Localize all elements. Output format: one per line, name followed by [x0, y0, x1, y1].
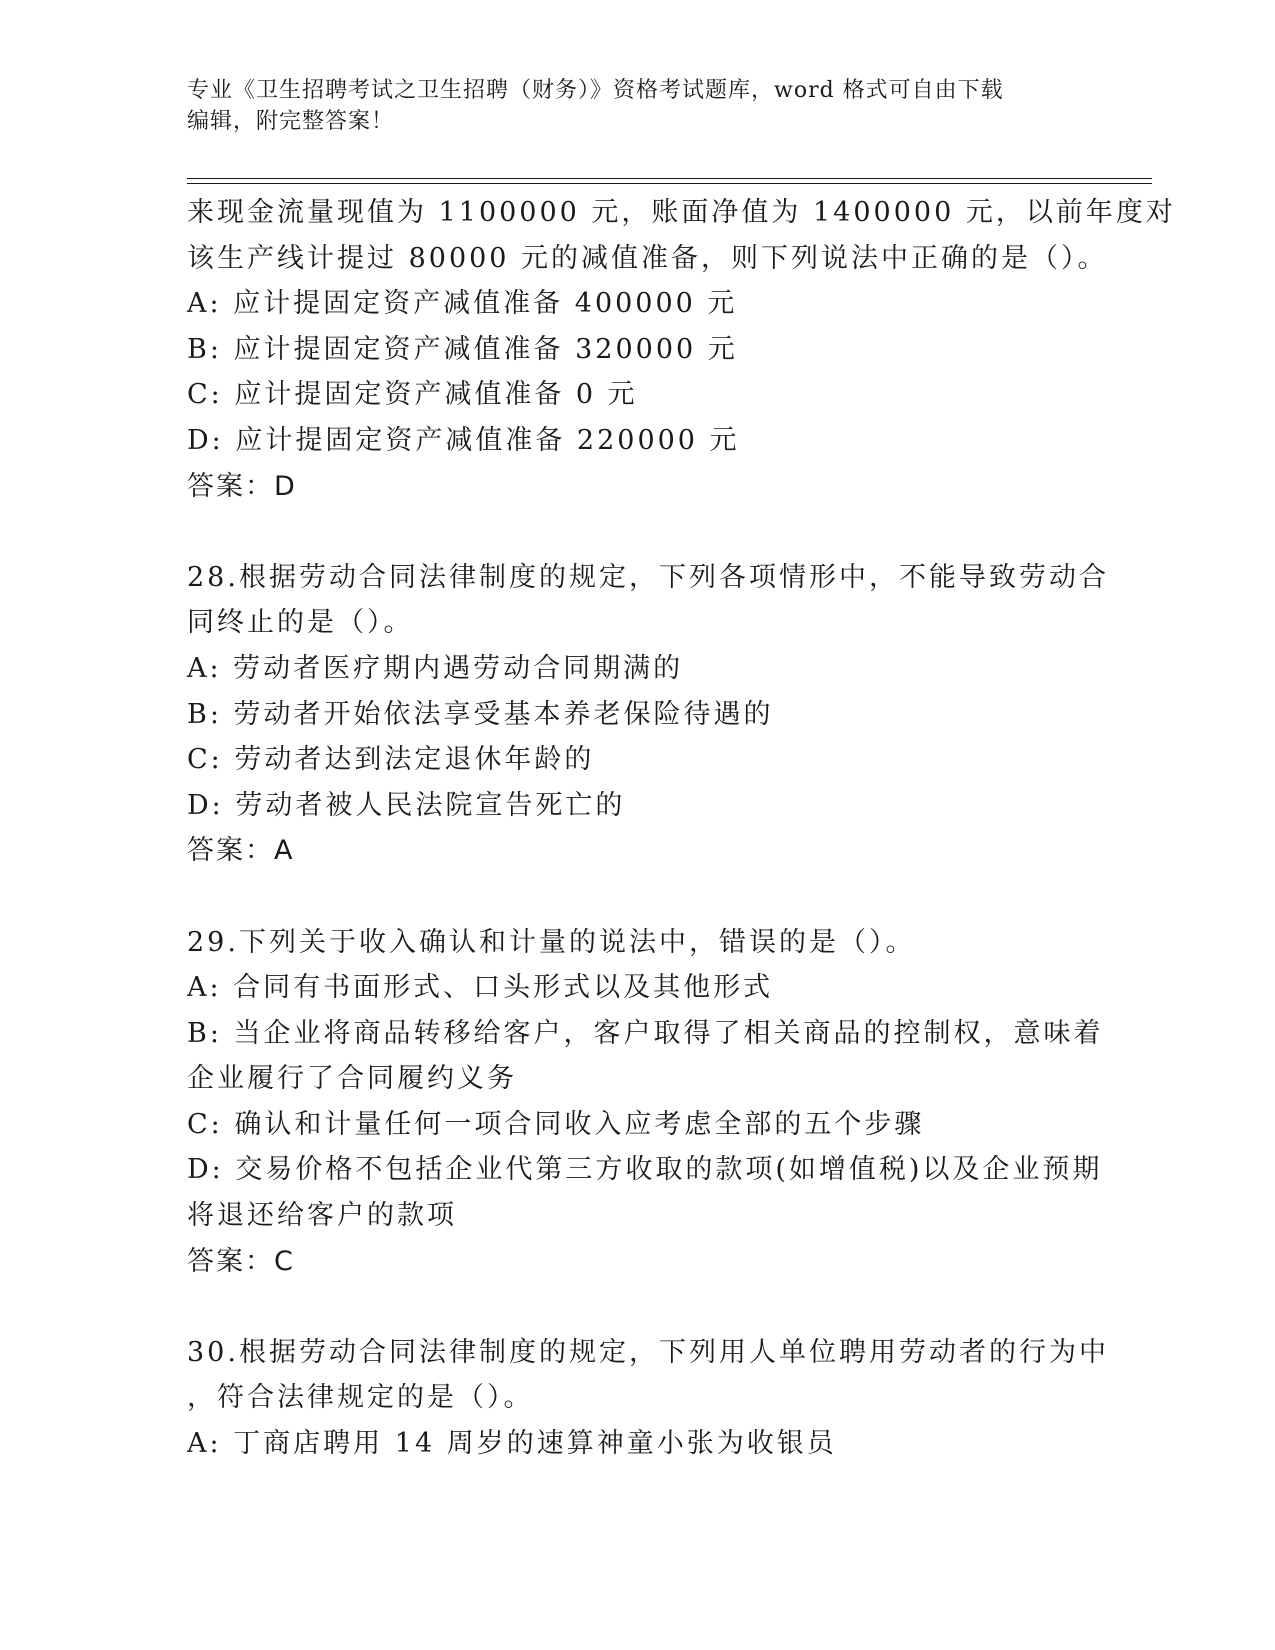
- option-b: B: 劳动者开始依法享受基本养老保险待遇的: [187, 698, 774, 730]
- option-c: C: 确认和计量任何一项合同收入应考虑全部的五个步骤: [187, 1108, 925, 1140]
- spacer: [187, 509, 1087, 555]
- question-30: [187, 1330, 1109, 1467]
- spacer: [187, 1284, 1087, 1330]
- question-29: [187, 920, 1104, 1285]
- option-d: D: 应计提固定资产减值准备 220000 元: [187, 424, 740, 456]
- header-line-2: 编辑，附完整答案！: [187, 109, 395, 134]
- option-d-continued: 将退还给客户的款项: [187, 1200, 457, 1232]
- question-stem: ，符合法律规定的是（）。: [187, 1382, 534, 1414]
- document-header: [187, 75, 1087, 137]
- option-b: B: 当企业将商品转移给客户，客户取得了相关商品的控制权，意味着: [187, 1017, 1104, 1049]
- option-d: D: 交易价格不包括企业代第三方收取的款项(如增值税)以及企业预期: [187, 1154, 1103, 1186]
- option-a: A: 劳动者医疗期内遇劳动合同期满的: [187, 652, 684, 684]
- question-stem: 28.根据劳动合同法律制度的规定，下列各项情形中，不能导致劳动合: [187, 561, 1109, 593]
- option-c: C: 劳动者达到法定退休年龄的: [187, 744, 595, 776]
- answer: 答案：D: [187, 470, 297, 502]
- option-c: C: 应计提固定资产减值准备 0 元: [187, 379, 638, 411]
- answer: 答案：A: [187, 835, 295, 867]
- question-stem: 同终止的是（）。: [187, 607, 414, 639]
- option-a: A: 应计提固定资产减值准备 400000 元: [187, 288, 738, 320]
- option-b: B: 应计提固定资产减值准备 320000 元: [187, 333, 738, 365]
- question-27: [187, 190, 1176, 509]
- question-stem: 该生产线计提过 80000 元的减值准备，则下列说法中正确的是（）。: [187, 242, 1108, 274]
- question-stem: 30.根据劳动合同法律制度的规定，下列用人单位聘用劳动者的行为中: [187, 1336, 1109, 1368]
- header-line-1: 专业《卫生招聘考试之卫生招聘（财务）》资格考试题库，word 格式可自由下载: [187, 78, 1004, 103]
- question-list: [187, 190, 1176, 1467]
- question-28: [187, 555, 1109, 874]
- header-rule-bottom: [187, 183, 1152, 184]
- question-stem: 来现金流量现值为 1100000 元，账面净值为 1400000 元，以前年度对: [187, 197, 1176, 228]
- option-d: D: 劳动者被人民法院宣告死亡的: [187, 789, 626, 821]
- answer: 答案：C: [187, 1245, 295, 1277]
- question-stem: 29.下列关于收入确认和计量的说法中，错误的是（）。: [187, 926, 916, 958]
- spacer: [187, 874, 1087, 920]
- option-b-continued: 企业履行了合同履约义务: [187, 1063, 517, 1095]
- option-a: A: 合同有书面形式、口头形式以及其他形式: [187, 972, 774, 1004]
- option-a: A: 丁商店聘用 14 周岁的速算神童小张为收银员: [187, 1428, 837, 1460]
- header-rule-top: [187, 178, 1152, 179]
